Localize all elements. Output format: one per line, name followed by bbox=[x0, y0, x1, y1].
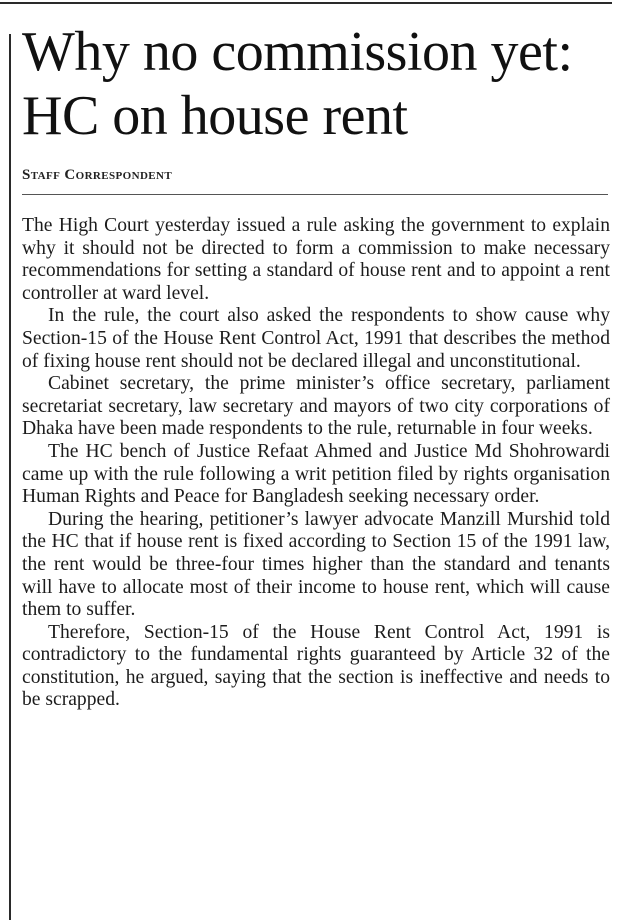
byline-divider bbox=[22, 194, 608, 195]
article-paragraph: The HC bench of Justice Refaat Ahmed and Justice Md Shohrowardi came up with the rule following a writ petition filed by rights organisation Human Rights and Peace for Bangladesh seeking necessary order. bbox=[22, 440, 610, 508]
article-paragraph: Therefore, Section-15 of the House Rent Control Act, 1991 is contradictory to the fundamental rights guaranteed by Article 32 of the constitution, he argued, saying that the section is ineffective and needs to be scrapped. bbox=[22, 621, 610, 711]
article-paragraph: During the hearing, petitioner’s lawyer advocate Manzill Murshid told the HC that if house rent is fixed according to Section 15 of the 1991 law, the rent would be three-four times higher than the standard and tenants will have to allocate most of their income to house rent, which will cause them to suffer. bbox=[22, 508, 610, 621]
article-paragraph: In the rule, the court also asked the respondents to show cause why Section-15 of the House Rent Control Act, 1991 that describes the method of fixing house rent should not be declared illegal and unconstitutional. bbox=[22, 305, 610, 372]
article-byline: Staff Correspondent bbox=[22, 167, 173, 183]
news-article bbox=[22, 20, 610, 712]
article-body bbox=[22, 215, 610, 712]
article-paragraph: The High Court yesterday issued a rule asking the government to explain why it should not be directed to form a commission to make necessary recommendations for setting a standard of house rent and to appoint a rent controller at ward level. bbox=[22, 215, 610, 304]
top-divider bbox=[0, 2, 612, 4]
article-paragraph: Cabinet secretary, the prime minister’s office secretary, parliament secretariat secretary, law secretary and mayors of two city corporations of Dhaka have been made respondents to the rule, returnable in four weeks. bbox=[22, 373, 610, 440]
column-divider bbox=[9, 34, 11, 920]
article-headline: Why no commission yet: HC on house rent bbox=[22, 21, 573, 147]
